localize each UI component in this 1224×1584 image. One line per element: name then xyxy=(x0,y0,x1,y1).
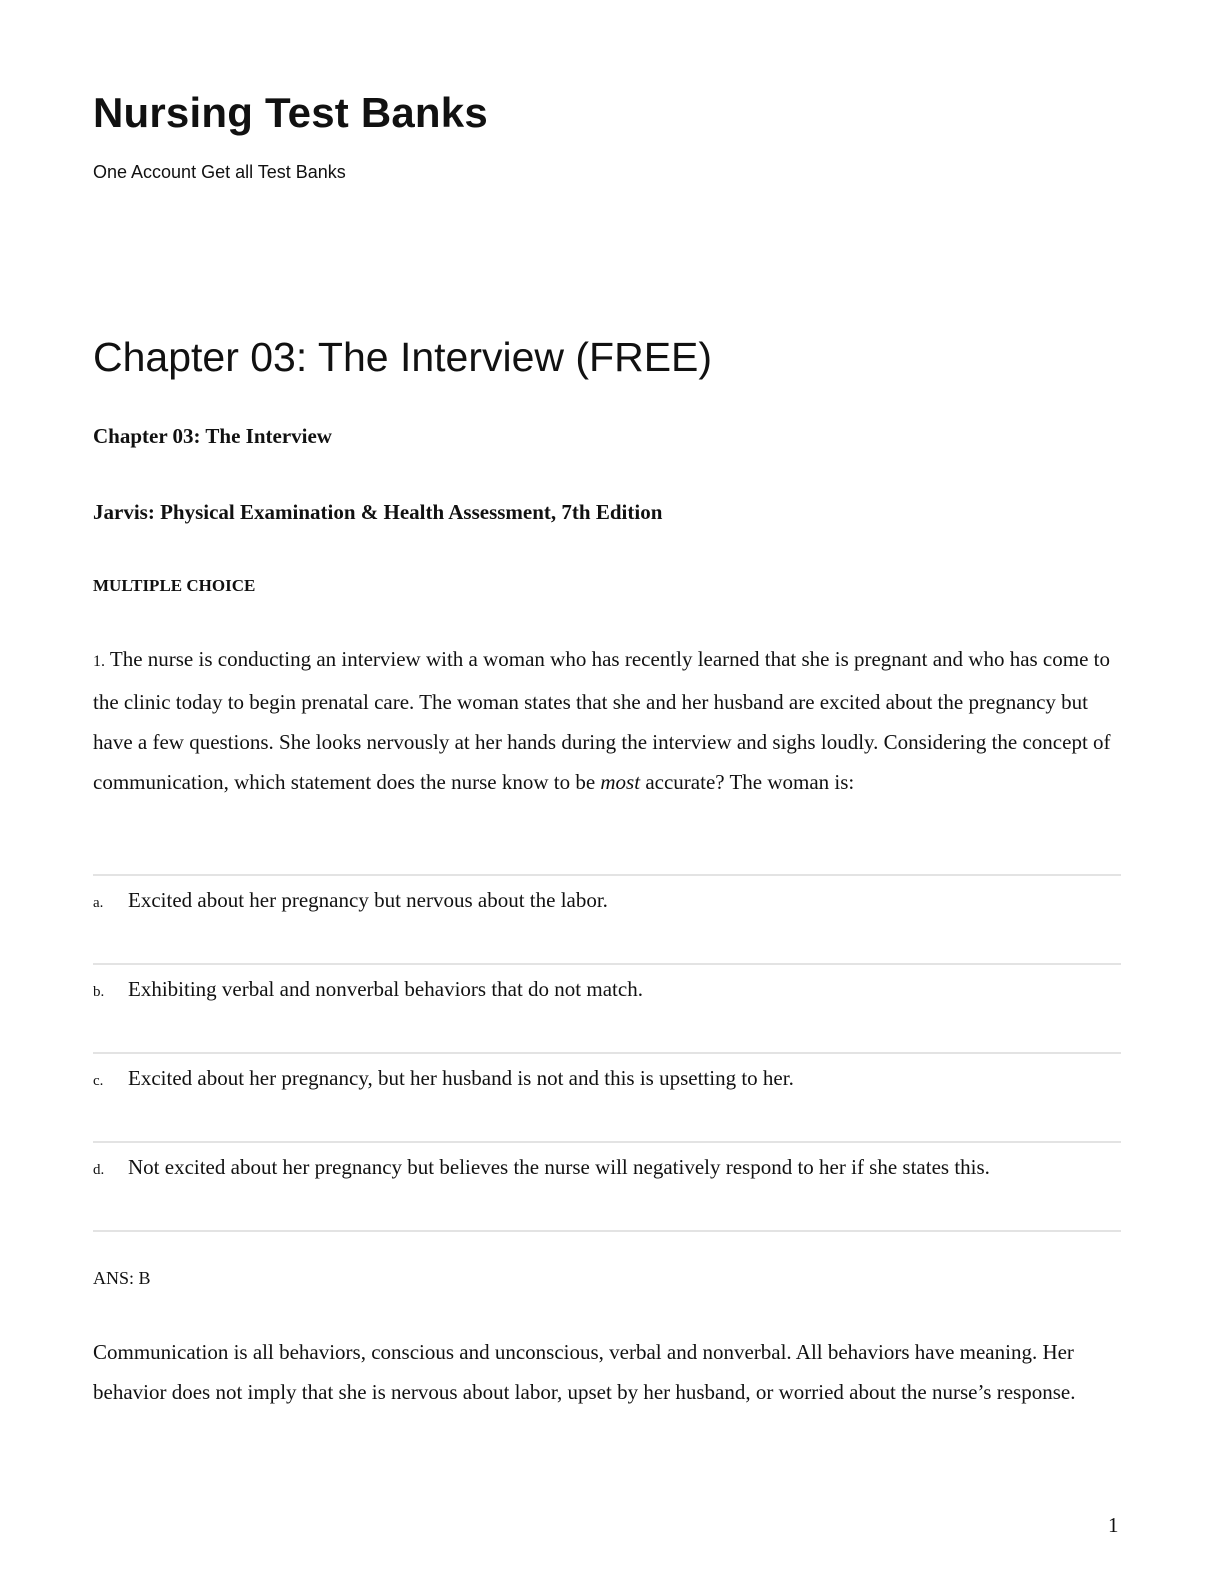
option-letter: a. xyxy=(93,895,104,911)
answer-option-b xyxy=(93,965,1121,1054)
question-number: 1. xyxy=(93,653,105,670)
question-text xyxy=(93,639,1123,802)
option-letter: d. xyxy=(93,1162,105,1178)
question-text-part: accurate? The woman is: xyxy=(640,770,855,794)
book-heading: Jarvis: Physical Examination & Health Assessment, 7th Edition xyxy=(93,500,663,524)
page-title: Chapter 03: The Interview (FREE) xyxy=(93,334,713,380)
answer-option-c xyxy=(93,1054,1121,1143)
section-label: MULTIPLE CHOICE xyxy=(93,576,256,595)
site-tagline: One Account Get all Test Banks xyxy=(93,162,346,182)
page-number: 1 xyxy=(1108,1513,1119,1537)
question-emphasis: most xyxy=(600,770,641,794)
answer-option-a xyxy=(93,876,1121,965)
option-text: Excited about her pregnancy, but her husband is not and this is upsetting to her. xyxy=(128,1066,794,1090)
answer-key: ANS: B xyxy=(93,1268,151,1288)
site-title[interactable]: Nursing Test Banks xyxy=(93,89,488,136)
question-text-part: The nurse is conducting an interview with a woman who has recently learned that she is pregnant and who has come to the clinic today to begin prenatal care. The woman states that she and her husband are excited about the pregnancy but have a few questions. She looks nervously at her hands during the interview and sighs loudly. Considering the concept of communication, which statement does the nurse know to be xyxy=(93,647,1111,794)
answer-options-list xyxy=(93,874,1121,1232)
option-letter: b. xyxy=(93,984,105,1000)
rationale-text: Communication is all behaviors, conscious and unconscious, verbal and nonverbal. All behaviors have meaning. Her behavior does not imply that she is nervous about labor, upset by her husband, or worried about the nurse’s response. xyxy=(93,1340,1076,1404)
option-text: Exhibiting verbal and nonverbal behaviors that do not match. xyxy=(128,977,643,1001)
option-letter: c. xyxy=(93,1073,104,1089)
answer-option-d xyxy=(93,1143,1121,1232)
option-text: Excited about her pregnancy but nervous about the labor. xyxy=(128,888,608,912)
chapter-heading: Chapter 03: The Interview xyxy=(93,424,332,448)
option-text: Not excited about her pregnancy but believes the nurse will negatively respond to her if she states this. xyxy=(128,1155,990,1179)
